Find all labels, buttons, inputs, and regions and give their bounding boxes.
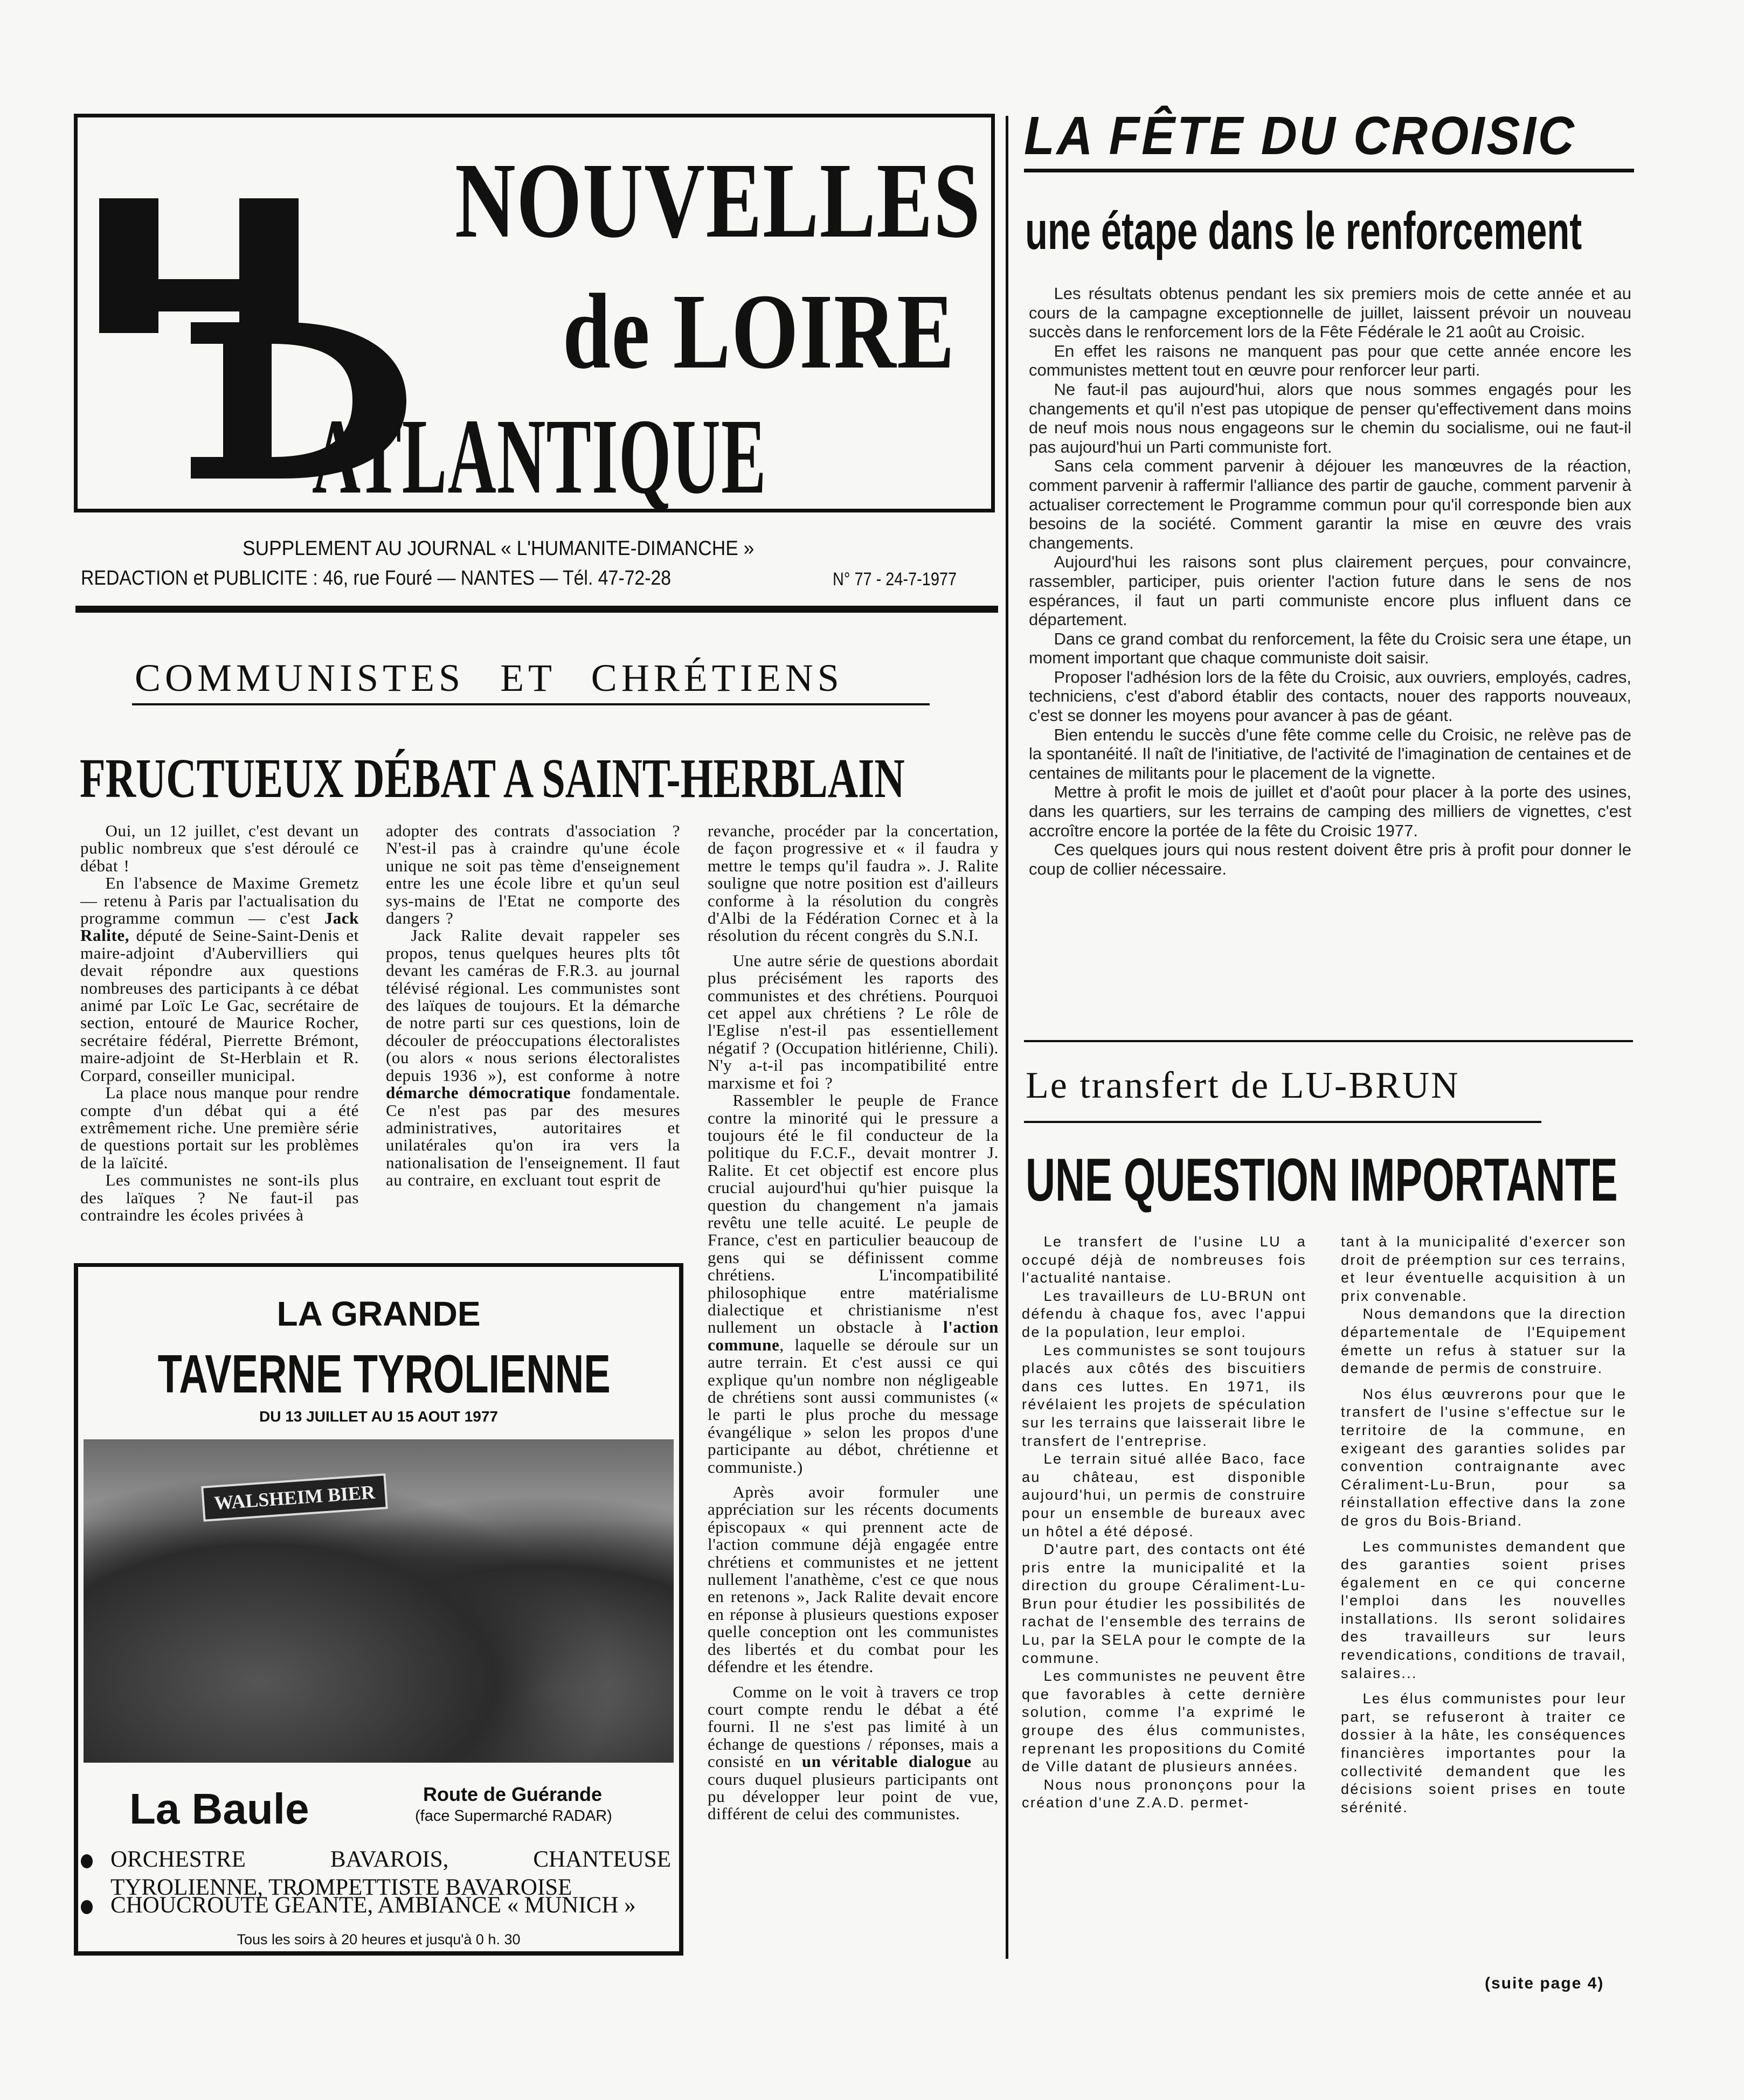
kicker-underline [132,703,930,705]
bold-text: l'action commune [708,1318,999,1354]
paragraph [80,875,359,1084]
paragraph [1341,1233,1627,1305]
text: En l'absence de Maxime Gremetz — retenu à Paris par l'actualisation du programme commun — c'est [80,874,359,928]
paragraph [708,822,999,945]
ad-hours: Tous les soirs à 20 heures et jusqu'à 0 h. 30 [237,1931,521,1947]
ad-line2-wrap [78,1343,679,1405]
lubrun-column-1 [1022,1233,1306,1812]
paragraph: Aujourd'hui les raisons sont plus clairement perçues, pour convaincre, rassembler, participer, puis orienter l'action future dans le sens de nos espérances, il faut un parti communiste encore plus influent dans ce département. [1029,552,1631,629]
text: Jack Ralite devait rappeler ses propos, tenus quelques heures plts tôt devant les caméras de F.R.3. au journal télévisé régional. Les communistes sont des laïques de toujours. Et la démarche de notre parti sur ces questions, loin de découler de préoccupations électoralistes (ou alors « nous serions électoralistes depuis 1936 »), est conforme à notre [386,926,680,1085]
lubrun-column-2 [1341,1233,1627,1817]
bullet-icon [81,1900,93,1914]
text: Les élus communistes pour leur part, se refuseront à traiter ce dossier à la hâte, les conséquences financières importantes pour la collectivité demandent que les décisions soient prises en toute sérénité. [1341,1690,1627,1815]
text: Nous demandons que la direction départementale de l'Equipement émette un refus à statuer sur la demande de permis de construire. [1341,1306,1627,1377]
bold-text: un véritable dialogue [801,1752,972,1771]
paragraph [708,1683,999,1823]
paragraph [1022,1667,1306,1776]
text: Nos élus œuvrerons pour que le transfert de l'usine s'effectue sur le territoire de la commune, en exigeant des garanties solides par convention contraignante avec Céraliment-Lu-Brun, pour sa réinstallation effective dans la zone de gros du Bois-Briand. [1341,1385,1627,1529]
paragraph [1022,1450,1306,1541]
issue-number-date: N° 77 - 24-7-1977 [833,569,957,590]
paragraph: Ces quelques jours qui nous restent doivent être pris à profit pour donner le coup de collier nécessaire. [1029,840,1631,878]
paragraph [1022,1541,1306,1667]
text: La place nous manque pour rendre compte d'un débat qui a été extrêmement riche. Une première série de questions portait sur les problèmes de la laïcité. [80,1083,359,1172]
text: , laquelle se déroule sur un autre terrain. Et c'est aussi ce qui explique qu'un nombre non négligeable de chrétiens sont aussi communistes (« le parti le plus proche du message évangélique » selon les propos d'une participante au débot, chrétienne et communiste.) [708,1335,999,1477]
ad-town: La Baule [129,1785,309,1833]
address-line: REDACTION et PUBLICITE : 46, rue Fouré — NANTES — Tél. 47-72-28 [81,567,672,590]
paragraph [708,952,999,1092]
bullet-icon [81,1854,93,1868]
text: Les travailleurs de LU-BRUN ont défendu à chaque fos, avec l'appui de la population, leur emploi. [1022,1287,1306,1340]
paragraph [1341,1305,1627,1377]
paragraph [80,822,359,875]
left-article-column-3 [708,822,999,1823]
paragraph [1341,1690,1627,1817]
text: Nous nous prononçons pour la création d'une Z.A.D. permet- [1022,1776,1306,1811]
paragraph [708,1484,999,1675]
text: Après avoir formuler une appréciation sur les récents documents épiscopaux « qui prennent acte de l'action commune déjà engagée entre chrétiens et communistes et ne jettent nullement l'anathème, c'est ce que nous en retenons », Jack Ralite devait encore en réponse à plusieurs questions exposer quelle conception ont les communistes des libertés et du combat pour les défendre et les étendre. [708,1482,999,1676]
paragraph [386,927,680,1189]
text: Les communistes ne peuvent être que favorables à cette dernière solution, comme l'a exprimé le groupe des élus communistes, reprenant les propositions du Comité de Ville datant de plusieurs années. [1022,1668,1306,1775]
left-article-column-1 [80,822,359,1224]
photo-sign: WALSHEIM BIER [201,1473,388,1522]
paragraph [80,1172,359,1224]
text: Comme on le voit à travers ce trop court compte rendu le débat a été fourni. Il ne s'est pas limité à un échange de questions / réponses, mais a consisté en [708,1682,999,1771]
masthead-divider [75,606,998,613]
paragraph [1022,1342,1306,1451]
left-article-kicker: COMMUNISTES ET CHRÉTIENS [135,656,843,699]
bold-text: démarche démocratique [386,1083,571,1103]
ad-dates: DU 13 JUILLET AU 15 AOUT 1977 [259,1408,498,1425]
text: Oui, un 12 juillet, c'est devant un public nombreux que s'est déroulé ce débat ! [80,821,359,875]
text: D'autre part, des contacts ont été pris entre la municipalité et la direction du groupe Céraliment-Lu-Brun pour étudier les possibilités de rachat de l'ensemble des terrains de Lu, par la SELA pour le compte de la commune. [1022,1541,1306,1666]
paragraph [1341,1385,1627,1530]
section-divider [1024,1040,1633,1042]
vertical-column-rule [1006,116,1008,1959]
paragraph: Proposer l'adhésion lors de la fête du Croisic, aux ouvriers, employés, cadres, techniciens, c'est d'abord établir des contacts, nouer des rapports nouveaux, c'est se donner les moyens pour avancer à pas de géant. [1029,667,1631,725]
taverne-photo [84,1439,674,1763]
text: Rassembler le peuple de France contre la minorité qui le pressure a toujours été le fil conducteur de la politique du F.C.F., devait montrer J. Ralite. Et cet objectif est encore plus crucial aujourd'hui qu'hier puisque la question du changement n'a jamais revêtu une telle acuité. Le peuple de France, c'est en particulier beaucoup de gens qui se définissent comme chrétiens. L'incompatibilité philosophique entre matérialisme dialectique et christianisme n'est nullement un obstacle à [708,1091,999,1337]
masthead-title-line1: NOUVELLES [455,141,981,260]
paragraph: Dans ce grand combat du renforcement, la fête du Croisic sera une étape, un moment important que chaque communiste doit saisir. [1029,629,1631,668]
paragraph [1022,1776,1306,1812]
kicker-underline [1024,1121,1541,1123]
paragraph: Mettre à profit le mois de juillet et d'août pour placer à la porte des usines, dans les quartiers, sur les terrains de camping des milliers de vignettes, c'est accroître encore la portée de la fête du Croisic 1977. [1029,782,1631,840]
paragraph: Les résultats obtenus pendant les six premiers mois de cette année et au cours de la campagne exceptionnelle de juillet, laissent prévoir un nouveau succès dans le renforcement lors de la Fête Fédérale le 21 août au Croisic. [1029,284,1631,342]
left-article-headline: FRUCTUEUX DÉBAT A SAINT-HERBLAIN [80,747,905,809]
text: Une autre série de questions abordait plus précisément les raports des communistes et des chrétiens. Pourquoi cet appel aux chrétiens ? Le rôle de l'Eglise n'est-il pas essentiellement négatif ? (Occupation hitlérienne, Chili). N'y a-t-il pas incompatibilité entre marxisme et foi ? [708,951,999,1092]
bold-text: Jack Ralite, [80,909,359,945]
right-article-body [1029,284,1631,878]
taverne-advertisement [74,1263,683,1956]
ad-line1: LA GRANDE [276,1294,481,1333]
masthead-box [74,114,995,516]
text: Le terrain situé allée Baco, face au château, est disponible aujourd'hui, un permis de construire pour un ensemble de bureaux avec un hôtel a été déposé. [1022,1451,1306,1540]
text: Les communistes se sont toujours placés aux côtés des biscuitiers dans ces luttes. En 1971, ils révélaient les projets de spéculation sur les terrains que laisserait libre le transfert de l'entreprise. [1022,1342,1306,1449]
text: Les communistes ne sont-ils plus des laïques ? Ne faut-il pas contraindre les écoles privées à [80,1170,359,1224]
paragraph [708,1092,999,1476]
ad-bullet-2: CHOUCROUTE GÉANTE, AMBIANCE « MUNICH » [110,1893,636,1918]
masthead-title-line2: de LOIRE [563,272,956,391]
paragraph [80,1084,359,1172]
lubrun-kicker: Le transfert de LU-BRUN [1026,1065,1460,1106]
text: tant à la municipalité d'exercer son droit de préemption sur ces terrains, et leur éventuelle acquisition à un prix convenable. [1341,1233,1627,1304]
masthead-title-line3: ATLANTIQUE [312,397,767,516]
right-article-headline: une étape dans le renforcement [1025,201,1582,260]
paragraph: Sans cela comment parvenir à déjouer les manœuvres de la réaction, comment parvenir à raffermir l'alliance des partir de gauche, comment parvenir à actualiser correctement le Programme commun pour qu'il corresponde bien aux besoins de la société. Comment garantir la mise en œuvre des vrais changements. [1029,456,1631,552]
paragraph [386,822,680,927]
paragraph [1022,1287,1306,1342]
ad-route: Route de Guérande [423,1783,603,1805]
ad-route-note: (face Supermarché RADAR) [415,1807,612,1825]
right-article-kicker: LA FÊTE DU CROISIC [1024,106,1576,166]
text: adopter des contrats d'association ? N'est-il pas à craindre qu'une école unique ne soit pas tème d'enseignement entre les une école libre et qu'un seul sys-mains de l'Etat ne comporte des dangers ? [386,821,680,928]
text: député de Seine-Saint-Denis et maire-adjoint d'Aubervilliers qui devait répondre aux questions nombreuses des participants à ce débat animé par Loïc Le Gac, secrétaire de section, entouré de Maurice Rocher, secrétaire fédéral, Pierrette Brémont, maire-adjoint de St-Herblain et R. Corpard, conseiller municipal. [80,926,359,1085]
lubrun-headline: UNE QUESTION IMPORTANTE [1026,1146,1618,1214]
paragraph: Ne faut-il pas aujourd'hui, alors que nous sommes engagés pour les changements et qu'il n'est pas utopique de penser qu'effectivement dans moins de neuf mois nous nous engageons sur le chemin du socialisme, oui ne faut-il pas aujourd'hui un Parti communiste fort. [1029,379,1631,456]
left-article-column-2 [386,822,680,1189]
text: au cours duquel plusieurs participants ont pu développer leur point de vue, différent de celui des communistes. [708,1752,999,1824]
supplement-line: SUPPLEMENT AU JOURNAL « L'HUMANITE-DIMANCHE » [243,537,755,560]
paragraph [1022,1233,1306,1287]
text: Les communistes demandent que des garanties soient prises également en ce qui concerne l'emploi dans les nouvelles installations. Ils seront solidaires des travailleurs sur leurs revendications, conditions de travail, salaires... [1341,1538,1627,1681]
ad-line2: TAVERNE TYROLIENNE [157,1344,611,1404]
text: fondamentale. Ce n'est pas par des mesures administratives, autoritaires et unilatérales qu'on ira vers la nationalisation de l'enseignement. Il faut au contraire, en excluant tout esprit de [386,1083,680,1190]
paragraph: En effet les raisons ne manquent pas pour que cette année encore les communistes mettent tout en œuvre pour renforcer leur parti. [1029,341,1631,380]
text: revanche, procéder par la concertation, de façon progressive et « il faudra y mettre le temps qu'il faudra ». J. Ralite souligne que notre position est d'ailleurs conforme à la résolution du congrès d'Albi de la Fédération Cornec et à la résolution du récent congrès du S.N.I. [708,821,999,945]
continued-note[interactable]: (suite page 4) [1485,1974,1604,1992]
ad-bullet-1: ORCHESTRE BAVAROIS, CHANTEUSE TYROLIENNE, TROMPETTISTE BAVAROISE [110,1847,671,1900]
text: Le transfert de l'usine LU a occupé déjà de nombreuses fois l'actualité nantaise. [1022,1233,1306,1286]
paragraph [1341,1538,1627,1683]
kicker-underline [1024,169,1634,172]
paragraph: Bien entendu le succès d'une fête comme celle du Croisic, ne relève pas de la spontanéité. Il naît de l'initiative, de l'activité de l'imagination de centaines et de centaines de militants pour le placement de la vignette. [1029,725,1631,782]
